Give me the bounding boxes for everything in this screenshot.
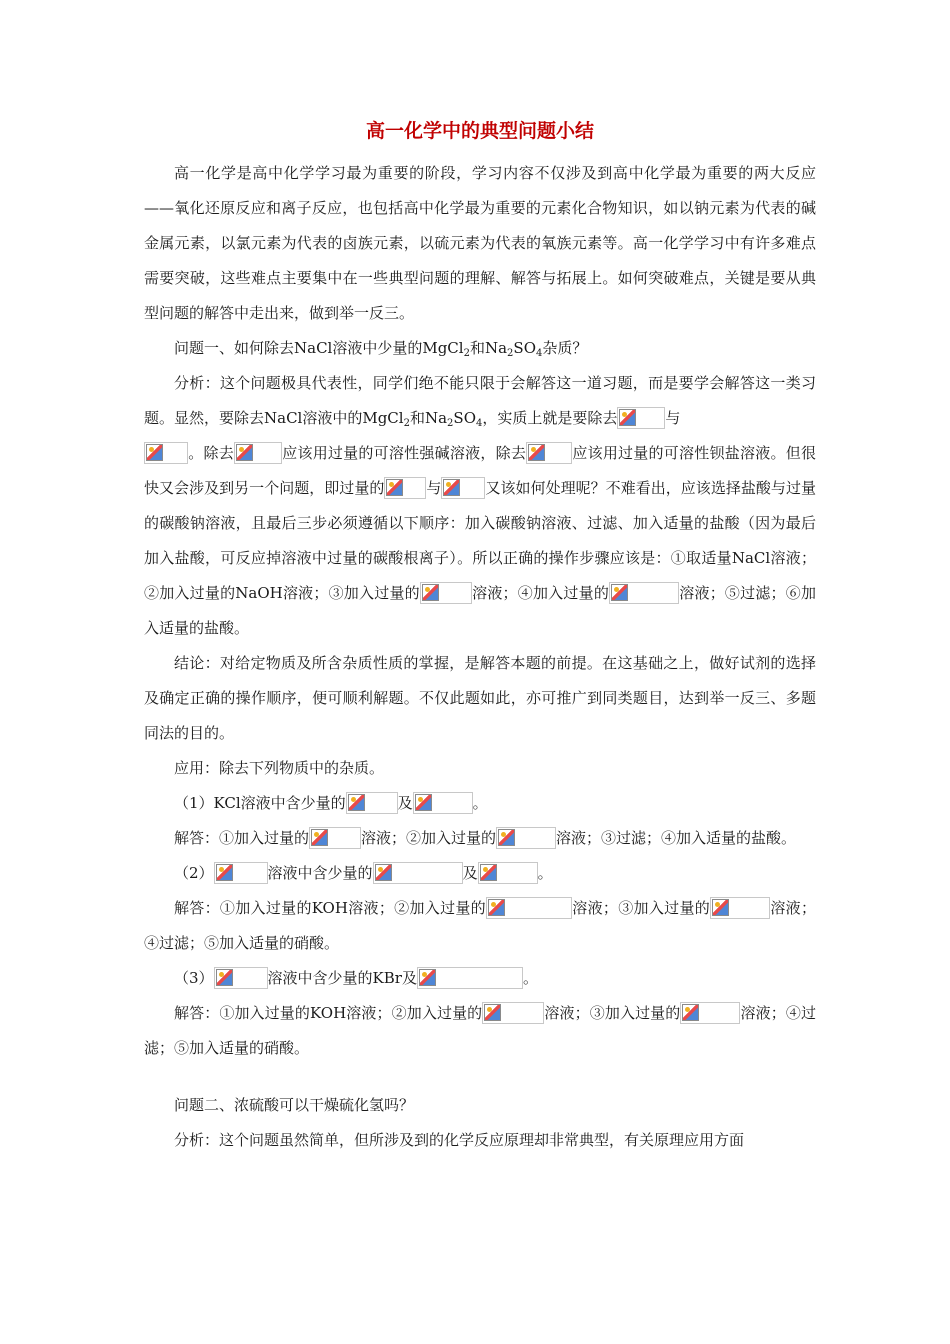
broken-image-icon <box>386 479 403 496</box>
formula-image-placeholder <box>384 477 426 499</box>
broken-image-icon <box>311 829 328 846</box>
formula-image-placeholder <box>144 442 188 464</box>
formula-image-placeholder <box>478 862 538 884</box>
broken-image-icon <box>422 584 439 601</box>
broken-image-icon <box>443 479 460 496</box>
broken-image-icon <box>712 899 729 916</box>
exercise-3-question: （3） 溶液中含少量的KBr及 。 <box>174 969 538 987</box>
formula-image-placeholder <box>441 477 485 499</box>
question-two: 问题二、浓硫酸可以干燥硫化氢吗？ <box>174 1096 415 1114</box>
exercise-1-answer: 解答：①加入过量的 溶液；②加入过量的 溶液；③过滤；④加入适量的盐酸。 <box>174 829 797 847</box>
broken-image-icon <box>484 1004 501 1021</box>
page-title: 高一化学中的典型问题小结 <box>365 120 594 142</box>
formula-image-placeholder <box>617 407 665 429</box>
formula-image-placeholder <box>710 897 770 919</box>
broken-image-icon <box>488 899 505 916</box>
formula-image-placeholder <box>214 967 268 989</box>
broken-image-icon <box>146 444 163 461</box>
exercise-2-answer: 解答：①加入过量的KOH溶液；②加入过量的 溶液；③加入过量的 溶液；④过滤；⑤加入适量的硝酸。 <box>144 899 816 952</box>
broken-image-icon <box>216 864 233 881</box>
conclusion-paragraph: 结论：对给定物质及所含杂质性质的掌握，是解答本题的前提。在这基础之上，做好试剂的选择及确定正确的操作顺序，便可顺利解题。不仅此题如此，亦可推广到同类题目，达到举一反三、多题同法的目的。 <box>144 654 816 742</box>
broken-image-icon <box>236 444 253 461</box>
formula-image-placeholder <box>309 827 361 849</box>
broken-image-icon <box>682 1004 699 1021</box>
broken-image-icon <box>528 444 545 461</box>
formula-image-placeholder <box>486 897 572 919</box>
formula-image-placeholder <box>413 792 473 814</box>
question-two-analysis: 分析：这个问题虽然简单，但所涉及到的化学反应原理却非常典型，有关原理应用方面 <box>174 1131 745 1149</box>
application-heading: 应用：除去下列物质中的杂质。 <box>174 759 385 777</box>
formula-image-placeholder <box>234 442 282 464</box>
formula-image-placeholder <box>420 582 472 604</box>
question-one: 问题一、如何除去NaCl溶液中少量的MgCl$_2$和$Na_2SO_4$杂质？ <box>174 339 588 359</box>
formula-image-placeholder <box>346 792 398 814</box>
broken-image-icon <box>619 409 636 426</box>
formula-image-placeholder <box>482 1002 544 1024</box>
formula-image-placeholder <box>373 862 463 884</box>
broken-image-icon <box>348 794 365 811</box>
formula-image-placeholder <box>214 862 268 884</box>
formula-image-placeholder <box>526 442 572 464</box>
broken-image-icon <box>216 969 233 986</box>
analysis-paragraph: 分析：这个问题极具代表性，同学们绝不能只限于会解答这一道习题，而是要学会解答这一类习题。显然，要除去NaCl溶液中的MgCl$_2$和$Na_2SO_4$，实质上就是要除去 与 。除去 应该用过量的可溶性强碱溶液，除去 应该用过量的可溶性钡盐溶液。但很快又会涉及到另一个问题，即过量的 与 又该如何处理呢？不难看出，应该选择盐酸与过量的碳酸钠溶液，且最后三步必须遵循以下顺序：加入碳酸钠溶液、过滤、加入适量的盐酸（因为最后加入盐酸，可反应掉溶液中过量的碳酸根离子）。所以正确的操作步骤应该是：①取适量NaCl溶液；②加入过量的NaOH溶液；③加入过量的 溶液；④加入过量的 溶液；⑤过滤；⑥加入适量的盐酸。 <box>144 374 816 637</box>
section-gap <box>144 1066 816 1088</box>
formula-image-placeholder <box>609 582 679 604</box>
formula-image-placeholder <box>680 1002 740 1024</box>
broken-image-icon <box>498 829 515 846</box>
intro-paragraph: 高一化学是高中化学学习最为重要的阶段，学习内容不仅涉及到高中化学最为重要的两大反应——氧化还原反应和离子反应，也包括高中化学最为重要的元素化合物知识，如以钠元素为代表的碱金属元素，以氯元素为代表的卤族元素，以硫元素为代表的氧族元素等。高一化学学习中有许多难点需要突破，这些难点主要集中在一些典型问题的理解、解答与拓展上。如何突破难点，关键是要从典型问题的解答中走出来，做到举一反三。 <box>144 164 816 322</box>
broken-image-icon <box>419 969 436 986</box>
exercise-2-question: （2） 溶液中含少量的 及 。 <box>174 864 553 882</box>
formula-image-placeholder <box>417 967 523 989</box>
exercise-1-question: （1）KCl溶液中含少量的 及 。 <box>174 794 488 812</box>
broken-image-icon <box>611 584 628 601</box>
formula-image-placeholder <box>496 827 556 849</box>
exercise-3-answer: 解答：①加入过量的KOH溶液；②加入过量的 溶液；③加入过量的 溶液；④过滤；⑤加入适量的硝酸。 <box>144 1004 816 1057</box>
document-body <box>144 118 816 1158</box>
broken-image-icon <box>480 864 497 881</box>
broken-image-icon <box>415 794 432 811</box>
broken-image-icon <box>375 864 392 881</box>
